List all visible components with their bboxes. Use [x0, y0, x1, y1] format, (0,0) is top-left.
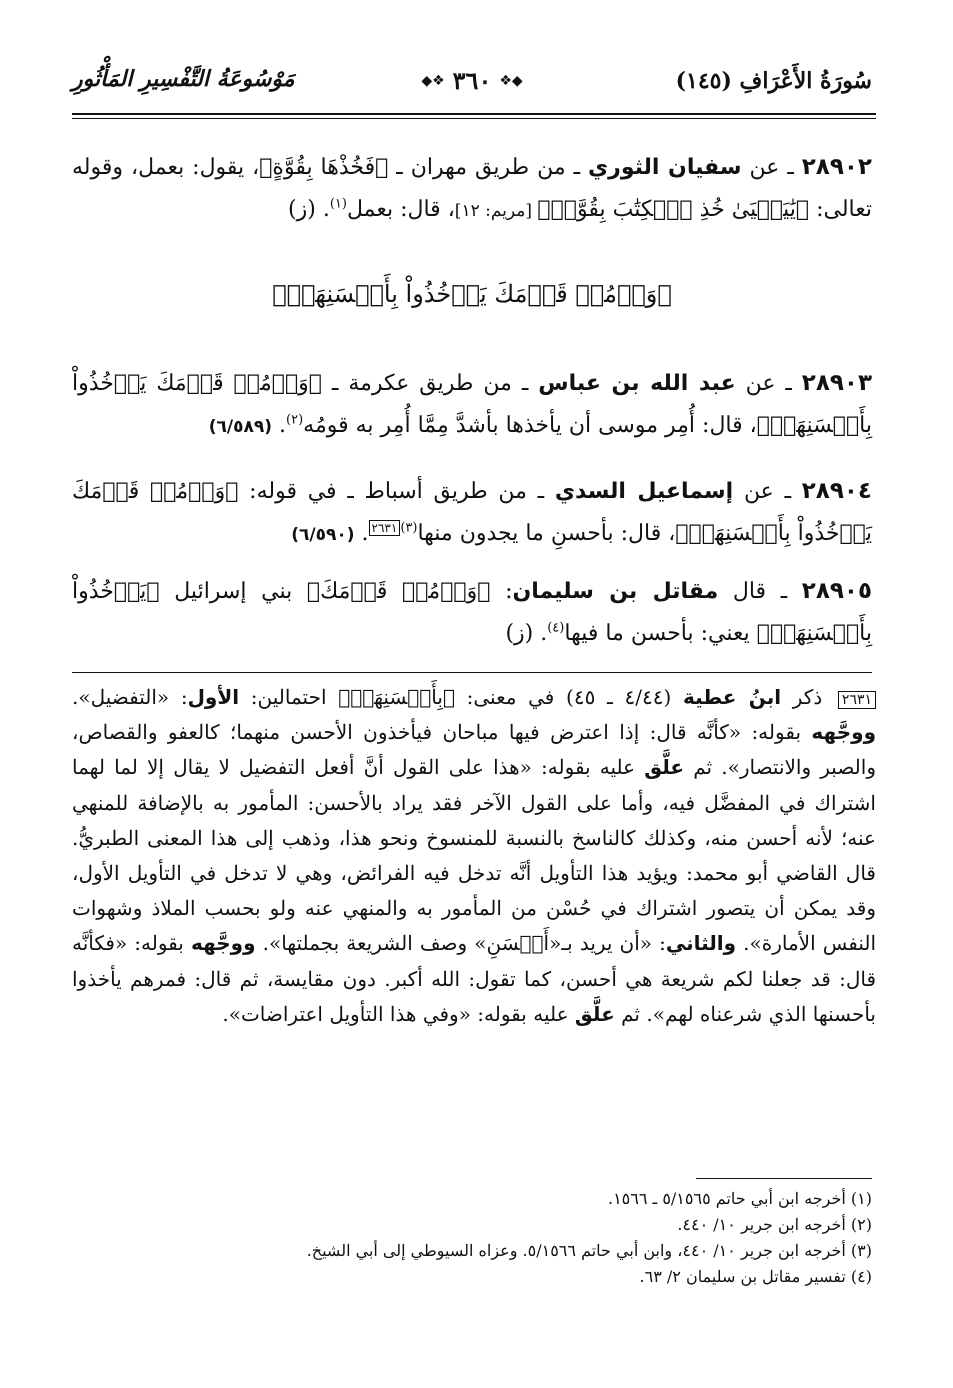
narration-number: ٢٨٩٠٥: [801, 578, 872, 604]
text-segment: ، يقول: بعمل، وقوله تعالى:: [72, 155, 872, 222]
commentary-note-2631: [72, 680, 876, 1032]
text-segment: ـ عن: [741, 155, 802, 180]
volume-page-citation: (٦/٥٩٠): [291, 525, 355, 545]
footnote-marker: (٢): [286, 412, 304, 428]
quran-verse: ﴿وَأۡمُرۡ قَوۡمَكَ﴾: [306, 579, 491, 604]
narration-28902: [72, 146, 872, 232]
narration-number: ٢٨٩٠٤: [801, 478, 872, 504]
footnote-marker: (٤): [547, 620, 565, 636]
text-segment: ـ من طريق مهران ـ: [388, 155, 588, 180]
ornament-left-icon: ◆❖: [421, 72, 445, 89]
text-segment: بقوله: «كأنَّه قال: إذا اعترض فيها مباحان فيأخذون الأحسن منهما؛ كالعفو والقصاص، والصبر والانتصار». ثم: [72, 720, 876, 780]
text-segment: بقوله: «فكأنَّه قال: قد جعلنا لكم شريعة هي أحسن، كما تقول: الله أكبر. دون مقايسة، ثم قال: فمرهم يأخذوا بأحسنها الذي شرعناه لهم». ثم: [72, 931, 876, 1026]
footnote: (١) أخرجه ابن أبي حاتم ٥/١٥٦٥ ـ ١٥٦٦.: [607, 1189, 872, 1208]
commentary-number-box: ٢٦٣١: [838, 691, 876, 709]
narration-number: ٢٨٩٠٣: [801, 370, 872, 396]
text-segment: (٤/٤٤ ـ ٤٥) في معنى:: [454, 685, 683, 709]
text-segment: ، قال: بأحسنِ ما يجدون منها: [417, 521, 676, 546]
quran-verse: ﴿بِأَحۡسَنِهَاۚ﴾: [338, 685, 455, 709]
keyword: ووجَّهه: [190, 931, 256, 956]
narrator-name: عبد الله بن عباس: [538, 371, 736, 396]
keyword: علَّق: [644, 755, 685, 780]
text-segment: : «أن يريد بـ«أَحۡسَنِ» وصف الشريعة بجملتها».: [255, 931, 666, 956]
ornament-right-icon: ❖◆: [499, 72, 523, 89]
text-segment: ـ عن: [735, 371, 802, 396]
narrator-name: سفيان الثوري: [588, 155, 742, 180]
text-segment: ، قال: بعمل: [346, 197, 455, 222]
narration-number: ٢٨٩٠٢: [801, 154, 872, 180]
section-heading-verse: ﴿وَأۡمُرۡ قَوۡمَكَ يَأۡخُذُواْ بِأَحۡسَنِهَاۚ﴾: [272, 280, 672, 308]
text-segment: .: [272, 413, 287, 438]
text-segment: ذكر: [781, 685, 834, 709]
text-segment: . (ز): [288, 197, 330, 222]
text-segment: : «التفضيل».: [72, 685, 188, 709]
quran-verse: ﴿وَأۡمُرۡ قَوۡمَكَ يَأۡخُذُواْ بِأَحۡسَنِهَاۚ﴾: [72, 371, 872, 438]
commentary-separator: [72, 672, 872, 673]
text-segment: ـ قال: [718, 579, 802, 604]
page-number: ٣٦٠: [452, 66, 492, 95]
text-segment: ، قال: أُمِر موسى أن يأخذها بأشدَّ مِمَّا أُمِر به قومُه: [303, 413, 757, 438]
header-rule-thin: [72, 118, 876, 119]
narrator-name: مقاتل بن سليمان: [512, 579, 719, 604]
footnote-separator: [696, 1178, 872, 1179]
narrator-name: إسماعيل السدي: [554, 479, 734, 504]
page-number-ornament: [421, 66, 522, 95]
narration-28905: [72, 570, 872, 655]
footnote: (٢) أخرجه ابن جرير ١٠/ ٤٤٠.: [677, 1215, 872, 1234]
first-opinion-label: الأول: [187, 685, 240, 709]
footnote: (٤) تفسير مقاتل بن سليمان ٢/ ٦٣.: [639, 1267, 872, 1286]
page-header: [72, 60, 872, 100]
footnote-marker: (١): [329, 196, 347, 212]
text-segment: ـ من طريق عكرمة ـ: [321, 371, 539, 396]
surah-title: سُورَةُ الأَعْرَافِ (١٤٥): [675, 68, 872, 94]
volume-page-citation: (٦/٥٨٩): [208, 417, 273, 437]
verse-reference: [مريم: ١٢]: [454, 201, 538, 221]
quran-verse: ﴿يَٰيَحۡيَىٰ خُذِ ٱلۡكِتَٰبَ بِقُوَّةٖ﴾: [537, 197, 810, 222]
text-segment: .: [354, 521, 369, 546]
quran-verse: ﴿يَأۡخُذُواْ بِأَحۡسَنِهَاۚ﴾: [72, 579, 872, 646]
keyword: علَّق: [574, 1001, 615, 1026]
text-segment: :: [490, 579, 513, 604]
text-segment: ـ من طريق أسباط ـ في قوله:: [238, 479, 555, 504]
narration-28904: [72, 470, 872, 556]
quran-verse: ﴿وَأۡمُرۡ قَوۡمَكَ يَأۡخُذُواْ بِأَحۡسَنِهَاۚ﴾: [72, 479, 872, 546]
text-segment: يعني: بأحسن ما فيها: [564, 621, 757, 646]
footnote-marker: (٣): [400, 520, 418, 536]
keyword: ووجَّهه: [811, 720, 876, 745]
text-segment: ـ عن: [733, 479, 802, 504]
quran-verse: ﴿فَخُذْهَا بِقُوَّةٍ﴾: [259, 155, 389, 180]
second-opinion-label: والثاني: [665, 931, 737, 956]
text-segment: بني إسرائيل: [159, 579, 307, 604]
text-segment: احتمالين:: [239, 685, 339, 709]
footnotes: [72, 1186, 872, 1290]
header-rule: [72, 113, 876, 115]
scholar-name: ابنُ عطية: [683, 685, 782, 709]
book-title: مَوْسُوعَةُ التَّفْسِيرِ المَأْثُورِ: [72, 66, 295, 92]
text-segment: . (ز): [505, 621, 548, 646]
footnote: (٣) أخرجه ابن جرير ١٠/ ٤٤٠، وابن أبي حاتم ٥/١٥٦٦. وعزاه السيوطي إلى أبي الشيخ.: [306, 1241, 872, 1260]
commentary-reference-box[interactable]: ٢٦٣١: [369, 520, 401, 536]
text-segment: عليه بقوله: «هذا على القول أنَّ أفعل التفضيل لا يقال إلا لما لهما اشتراك في المفضَّل فيه، وأما على القول الآخر فقد يراد بالأحسن: المأمور به بالإضافة للمنهي عنه؛ لأنه أحسن منه، وكذلك كالناسخ بالنسبة للمنسوخ ونحو هذا، وذهب إلى هذا المعنى الطبريُّ. قال القاضي أبو محمد: ويؤيد هذا التأويل أنَّه تدخل فيه الفرائض، وهي لا تدخل في التأويل الأول، وقد يمكن أن يتصور اشتراك في حُسْن من المأمور به والمنهي عنه ولو بحسب الملاذ وشهوات النفس الأمارة».: [72, 755, 876, 956]
narration-28903: [72, 362, 872, 448]
text-segment: عليه بقوله: «وفي هذا التأويل اعتراضات».: [222, 1001, 575, 1026]
